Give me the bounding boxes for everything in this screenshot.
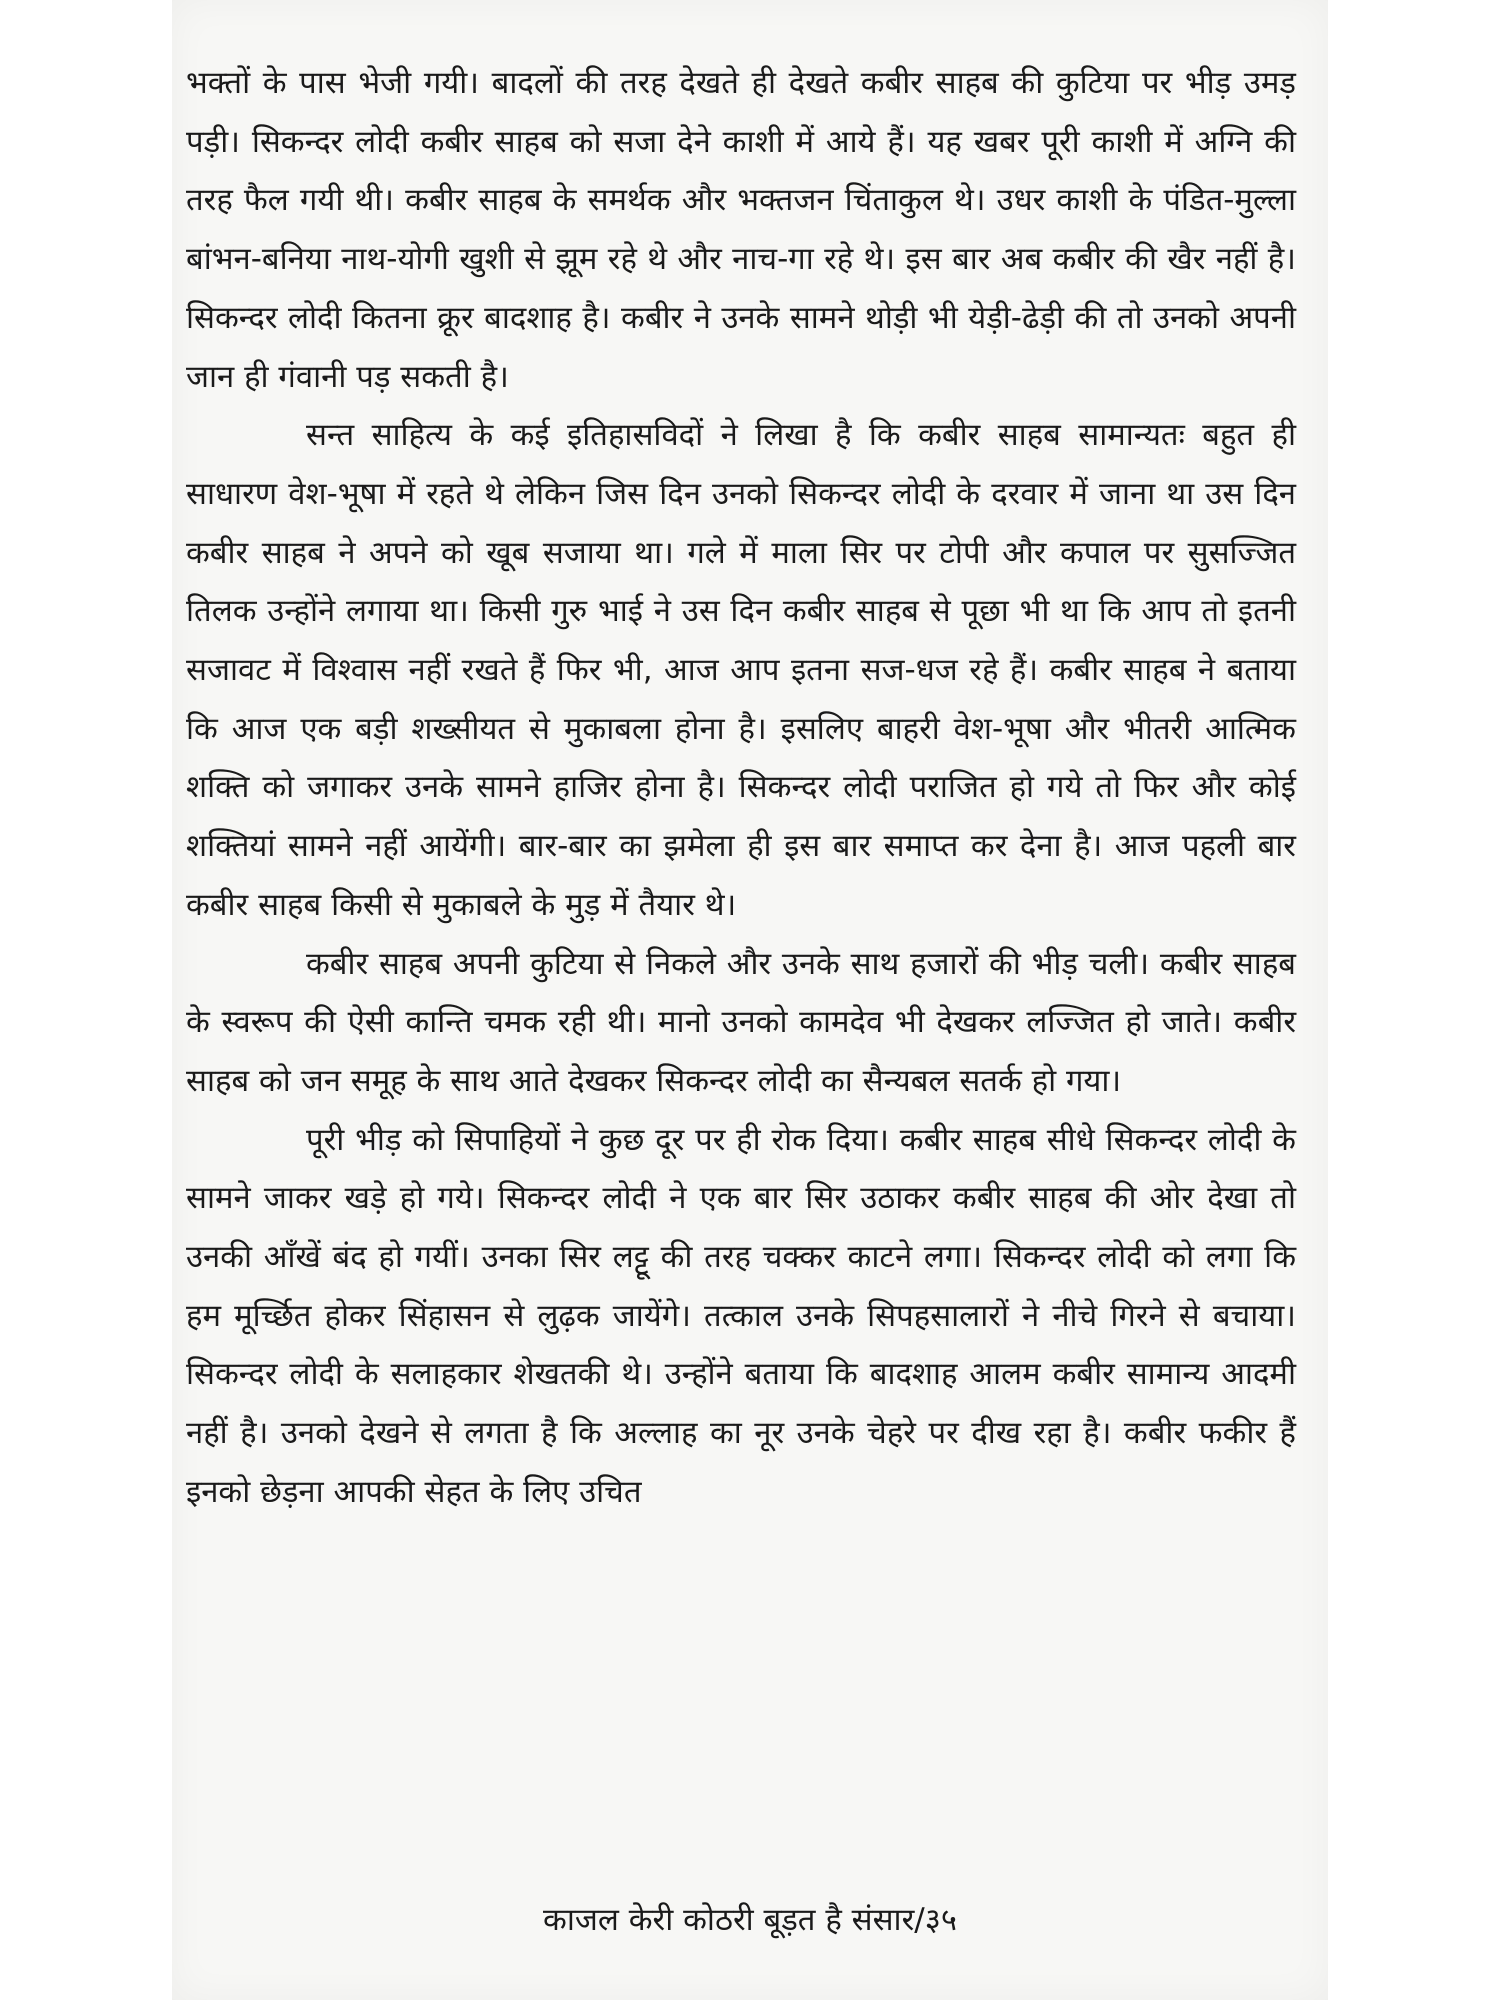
page-body-text xyxy=(186,54,1296,1522)
paragraph-1: भक्तों के पास भेजी गयी। बादलों की तरह देखते ही देखते कबीर साहब की कुटिया पर भीड़ उमड़ पड़ी। सिकन्दर लोदी कबीर साहब को सजा देने काशी में आये हैं। यह खबर पूरी काशी में अग्नि की तरह फैल गयी थी। कबीर साहब के समर्थक और भक्तजन चिंताकुल थे। उधर काशी के पंडित-मुल्ला बांभन-बनिया नाथ-योगी खुशी से झूम रहे थे और नाच-गा रहे थे। इस बार अब कबीर की खैर नहीं है। सिकन्दर लोदी कितना क्रूर बादशाह है। कबीर ने उनके सामने थोड़ी भी येड़ी-ढेड़ी की तो उनको अपनी जान ही गंवानी पड़ सकती है। xyxy=(186,65,1296,395)
paragraph-2: सन्त साहित्य के कई इतिहासविदों ने लिखा है कि कबीर साहब सामान्यतः बहुत ही साधारण वेश-भूषा में रहते थे लेकिन जिस दिन उनको सिकन्दर लोदी के दरवार में जाना था उस दिन कबीर साहब ने अपने को खूब सजाया था। गले में माला सिर पर टोपी और कपाल पर सुसज्जित तिलक उन्होंने लगाया था। किसी गुरु भाई ने उस दिन कबीर साहब से पूछा भी था कि आप तो इतनी सजावट में विश्वास नहीं रखते हैं फिर भी, आज आप इतना सज-धज रहे हैं। कबीर साहब ने बताया कि आज एक बड़ी शख्सीयत से मुकाबला होना है। इसलिए बाहरी वेश-भूषा और भीतरी आत्मिक शक्ति को जगाकर उनके सामने हाजिर होना है। सिकन्दर लोदी पराजित हो गये तो फिर और कोई शक्तियां सामने नहीं आयेंगी। बार-बार का झमेला ही इस बार समाप्त कर देना है। आज पहली बार कबीर साहब किसी से मुकाबले के मुड़ में तैयार थे। xyxy=(186,417,1296,923)
paragraph-4: पूरी भीड़ को सिपाहियों ने कुछ दूर पर ही रोक दिया। कबीर साहब सीधे सिकन्दर लोदी के सामने जाकर खड़े हो गये। सिकन्दर लोदी ने एक बार सिर उठाकर कबीर साहब की ओर देखा तो उनकी आँखें बंद हो गयीं। उनका सिर लट्टू की तरह चक्कर काटने लगा। सिकन्दर लोदी को लगा कि हम मूर्च्छित होकर सिंहासन से लुढ़क जायेंगे। तत्काल उनके सिपहसालारों ने नीचे गिरने से बचाया। सिकन्दर लोदी के सलाहकार शेखतकी थे। उन्होंने बताया कि बादशाह आलम कबीर सामान्य आदमी नहीं है। उनको देखने से लगता है कि अल्लाह का नूर उनके चेहरे पर दीख रहा है। कबीर फकीर हैं इनको छेड़ना आपकी सेहत के लिए उचित xyxy=(186,1121,1296,1510)
page-footer: काजल केरी कोठरी बूड़त है संसार/३५ xyxy=(543,1902,957,1938)
paragraph-3: कबीर साहब अपनी कुटिया से निकले और उनके साथ हजारों की भीड़ चली। कबीर साहब के स्वरूप की ऐसी कान्ति चमक रही थी। मानो उनको कामदेव भी देखकर लज्जित हो जाते। कबीर साहब को जन समूह के साथ आते देखकर सिकन्दर लोदी का सैन्यबल सतर्क हो गया। xyxy=(186,945,1296,1099)
